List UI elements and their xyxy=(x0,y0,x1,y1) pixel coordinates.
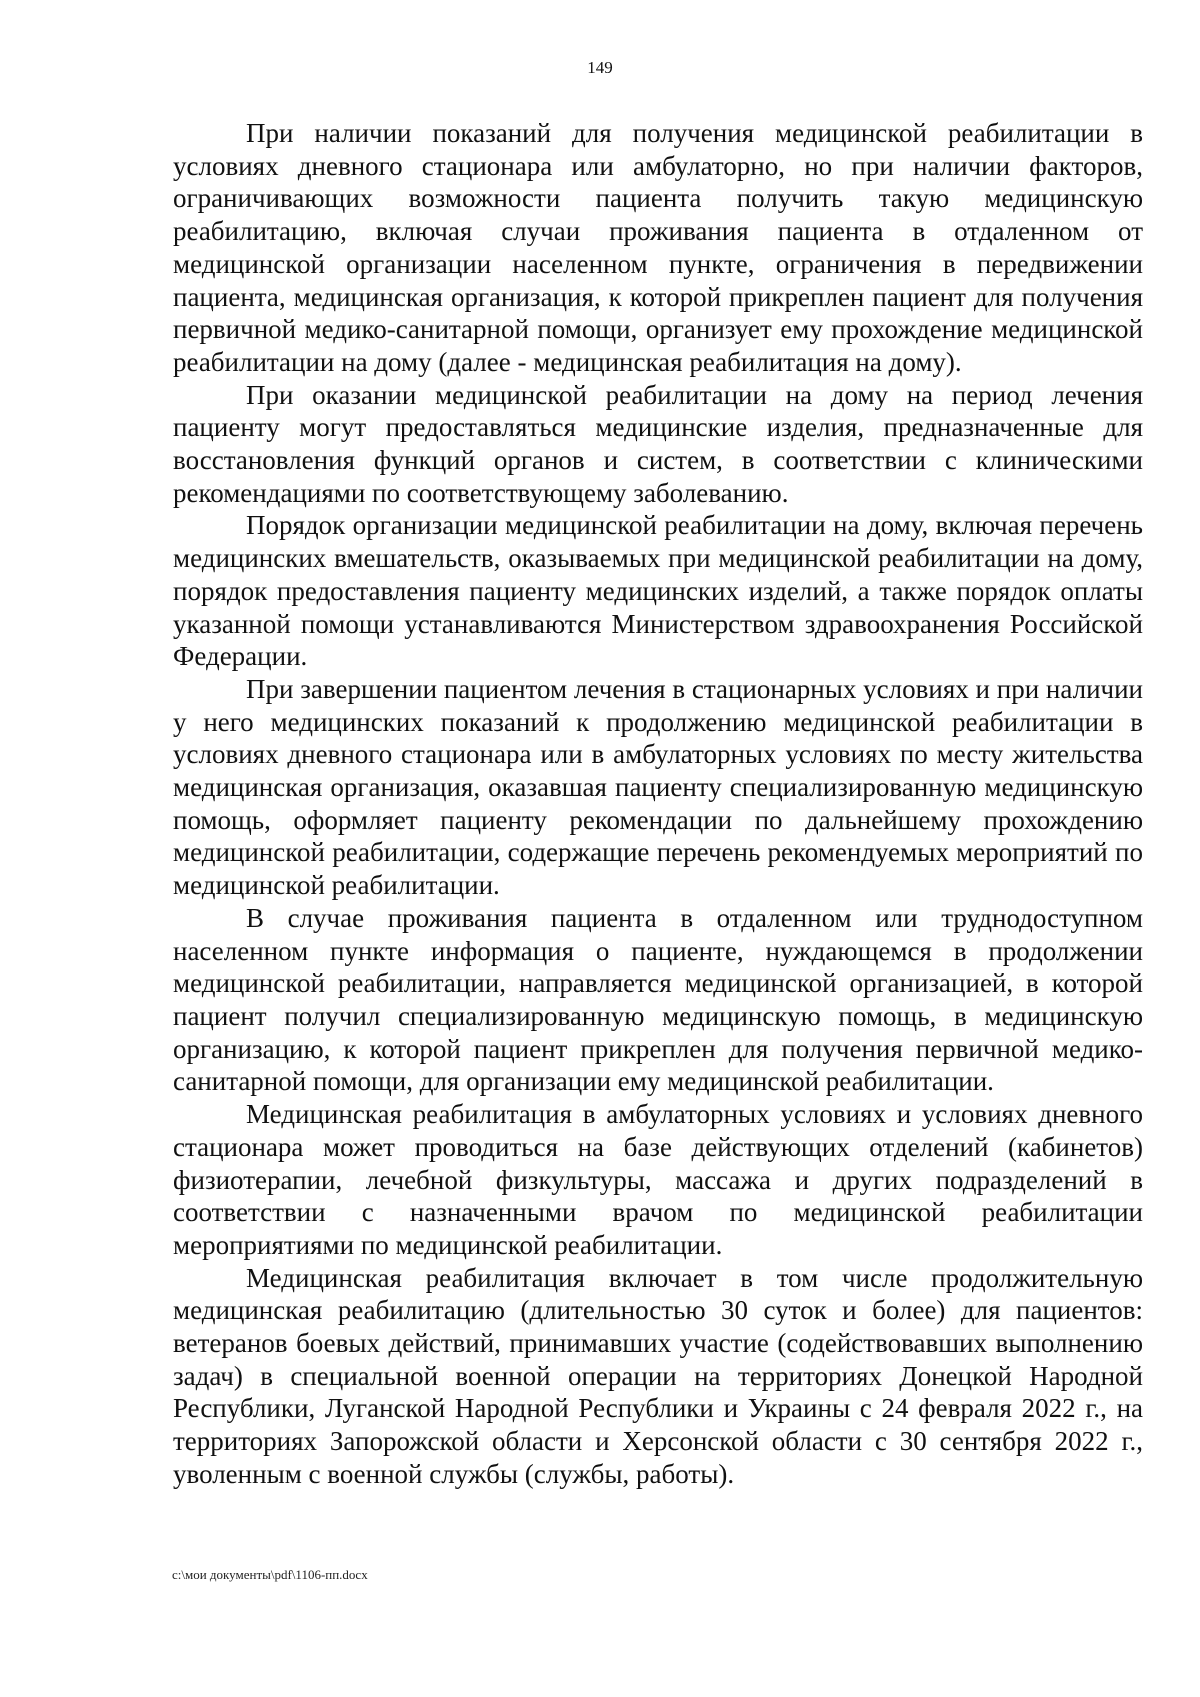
paragraph: При оказании медицинской реабилитации на дому на период лечения пациенту могут предоставляться медицинские изделия, предназначенные для восстановления функций органов и систем, в соответствии с клиническими рекомендациями по соответствующему заболеванию. xyxy=(173,379,1143,508)
paragraph: Медицинская реабилитация в амбулаторных условиях и условиях дневного стационара может проводиться на базе действующих отделений (кабинетов) физиотерапии, лечебной физкультуры, массажа и других подразделений в соответствии с назначенными врачом по медицинской реабилитации мероприятиями по медицинской реабилитации. xyxy=(173,1099,1143,1260)
paragraph: При завершении пациентом лечения в стационарных условиях и при наличии у него медицинских показаний к продолжению медицинской реабилитации в условиях дневного стационара или в амбулаторных условиях по месту жительства медицинская организация, оказавшая пациенту специализированную медицинскую помощь, оформляет пациенту рекомендации по дальнейшему прохождению медицинской реабилитации, содержащие перечень рекомендуемых мероприятий по медицинской реабилитации. xyxy=(173,673,1143,901)
paragraph: При наличии показаний для получения медицинской реабилитации в условиях дневного стационара или амбулаторно, но при наличии факторов, ограничивающих возможности пациента получить такую медицинскую реабилитацию, включая случаи проживания пациента в отдаленном от медицинской организации населенном пункте, ограничения в передвижении пациента, медицинская организация, к которой прикреплен пациент для получения первичной медико-санитарной помощи, организует ему прохождение медицинской реабилитации на дому (далее - медицинская реабилитация на дому). xyxy=(173,118,1143,377)
page-number: 149 xyxy=(587,58,613,77)
paragraph: В случае проживания пациента в отдаленном или труднодоступном населенном пункте информация о пациенте, нуждающемся в продолжении медицинской реабилитации, направляется медицинской организацией, в которой пациент получил специализированную медицинскую помощь, в медицинскую организацию, к которой пациент прикреплен для получения первичной медико-санитарной помощи, для организации ему медицинской реабилитации. xyxy=(173,902,1143,1097)
footer-file-path: c:\мои документы\pdf\1106-пп.docx xyxy=(172,1567,368,1582)
body-text xyxy=(173,117,1143,1491)
paragraph: Медицинская реабилитация включает в том числе продолжительную медицинская реабилитацию (длительностью 30 суток и более) для пациентов: ветеранов боевых действий, принимавших участие (содействовавших выполнению задач) в специальной военной операции на территориях Донецкой Народной Республики, Луганской Народной Республики и Украины с 24 февраля 2022 г., на территориях Запорожской области и Херсонской области с 30 сентября 2022 г., уволенным с военной службы (службы, работы). xyxy=(173,1262,1143,1489)
paragraph: Порядок организации медицинской реабилитации на дому, включая перечень медицинских вмешательств, оказываемых при медицинской реабилитации на дому, порядок предоставления пациенту медицинских изделий, а также порядок оплаты указанной помощи устанавливаются Министерством здравоохранения Российской Федерации. xyxy=(173,510,1143,672)
